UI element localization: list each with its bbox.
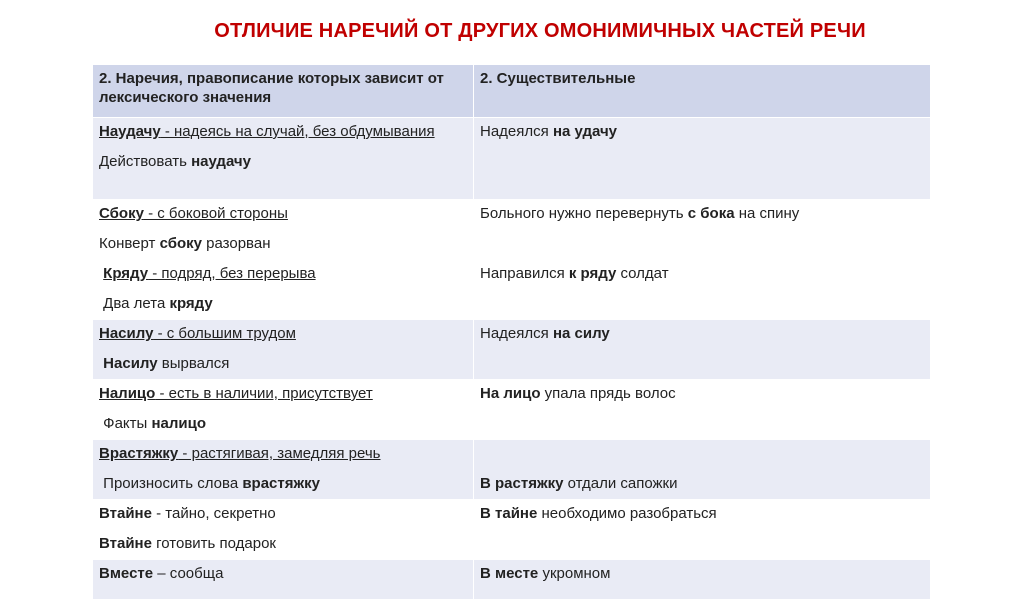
definition-line — [99, 122, 467, 141]
adverb-definition: - есть в наличии, присутствует — [155, 385, 373, 402]
table-row — [93, 560, 931, 600]
adverb-word: Налицо — [99, 385, 156, 402]
example-line — [99, 152, 467, 171]
noun-example — [480, 384, 924, 403]
example-text: Факты — [103, 415, 152, 432]
noun-phrase: к ряду — [568, 265, 617, 282]
noun-example — [480, 324, 924, 343]
table-row — [93, 380, 931, 440]
header-nouns — [474, 65, 931, 118]
definition-line — [99, 504, 467, 523]
definition-line — [99, 204, 467, 223]
noun-phrase: В тайне — [480, 505, 538, 522]
definition-line — [99, 384, 467, 403]
noun-example — [480, 264, 924, 283]
noun-text: Надеялся — [480, 123, 553, 140]
noun-text: укромном — [538, 565, 611, 582]
example-line — [99, 474, 467, 493]
example-adverb: налицо — [151, 415, 207, 432]
table-row — [93, 200, 931, 320]
example-line — [99, 234, 467, 253]
noun-example — [480, 122, 924, 141]
example-text: готовить подарок — [151, 535, 276, 552]
header-adverbs-text: 2. Наречия, правописание которых зависит от лексического значения — [99, 70, 444, 106]
noun-text: Больного нужно перевернуть — [480, 205, 688, 222]
example-adverb: Втайне — [99, 535, 152, 552]
table-row — [93, 500, 931, 560]
noun-example — [480, 204, 924, 223]
noun-cell — [474, 560, 931, 600]
example-adverb: врастяжку — [242, 475, 320, 492]
example-adverb: сбоку — [159, 235, 202, 252]
slide-title: ОТЛИЧИЕ НАРЕЧИЙ ОТ ДРУГИХ ОМОНИМИЧНЫХ ЧАСТЕЙ РЕЧИ — [214, 20, 866, 42]
table-row — [93, 320, 931, 380]
adverb-word: Наудачу — [99, 123, 161, 140]
noun-cell — [474, 320, 931, 380]
noun-phrase: В растяжку — [480, 475, 564, 492]
adverb-definition: - с боковой стороны — [143, 205, 288, 222]
noun-example — [480, 474, 924, 493]
noun-cell — [474, 500, 931, 560]
adverb-word: Вместе — [99, 565, 154, 582]
example-text: Два лета — [103, 295, 170, 312]
noun-text: упала прядь волос — [540, 385, 676, 402]
definition-line — [99, 324, 467, 343]
adverb-cell — [93, 200, 474, 320]
adverb-definition: - подряд, без перерыва — [148, 265, 316, 282]
noun-text: отдали сапожки — [563, 475, 678, 492]
noun-phrase: на силу — [552, 325, 610, 342]
noun-text: необходимо разобраться — [537, 505, 717, 522]
noun-text: солдат — [616, 265, 669, 282]
noun-cell — [474, 200, 931, 320]
noun-example — [480, 504, 924, 523]
example-text: разорван — [201, 235, 271, 252]
comparison-table — [92, 64, 931, 600]
adverb-cell — [93, 560, 474, 600]
header-adverbs — [93, 65, 474, 118]
noun-text: Направился — [480, 265, 569, 282]
example-line — [99, 294, 467, 313]
noun-cell — [474, 440, 931, 500]
noun-phrase: на удачу — [552, 123, 618, 140]
noun-cell — [474, 118, 931, 200]
noun-phrase: На лицо — [480, 385, 541, 402]
adverb-cell — [93, 440, 474, 500]
noun-text: Надеялся — [480, 325, 553, 342]
adverb-definition: – сообща — [153, 565, 224, 582]
adverb-cell — [93, 380, 474, 440]
adverb-cell — [93, 500, 474, 560]
definition-line — [99, 264, 467, 283]
example-adverb: наудачу — [191, 153, 251, 170]
noun-cell — [474, 380, 931, 440]
example-text: Действовать — [99, 153, 192, 170]
table-row — [93, 440, 931, 500]
header-nouns-text: 2. Существительные — [480, 70, 636, 87]
adverb-word: Сбоку — [99, 205, 144, 222]
adverb-definition: - растягивая, замедляя речь — [178, 445, 381, 462]
adverb-word: Втайне — [99, 505, 152, 522]
example-text: Конверт — [99, 235, 160, 252]
adverb-definition: - надеясь на случай, без обдумывания — [160, 123, 435, 140]
example-adverb: кряду — [169, 295, 213, 312]
example-text: Произносить слова — [103, 475, 243, 492]
adverb-word: Насилу — [99, 325, 154, 342]
table-row — [93, 118, 931, 200]
definition-line — [99, 444, 467, 463]
example-text: вырвался — [157, 355, 230, 372]
adverb-definition: - с большим трудом — [153, 325, 296, 342]
adverb-cell — [93, 118, 474, 200]
noun-text: на спину — [734, 205, 800, 222]
example-line — [99, 534, 467, 553]
adverb-word: Кряду — [103, 265, 149, 282]
noun-phrase: с бока — [687, 205, 735, 222]
adverb-definition: - тайно, секретно — [151, 505, 276, 522]
adverb-cell — [93, 320, 474, 380]
noun-phrase: В месте — [480, 565, 539, 582]
table-header-row — [93, 65, 931, 118]
adverb-word: Врастяжку — [99, 445, 179, 462]
example-line — [99, 354, 467, 373]
example-adverb: Насилу — [103, 355, 158, 372]
example-line — [99, 414, 467, 433]
